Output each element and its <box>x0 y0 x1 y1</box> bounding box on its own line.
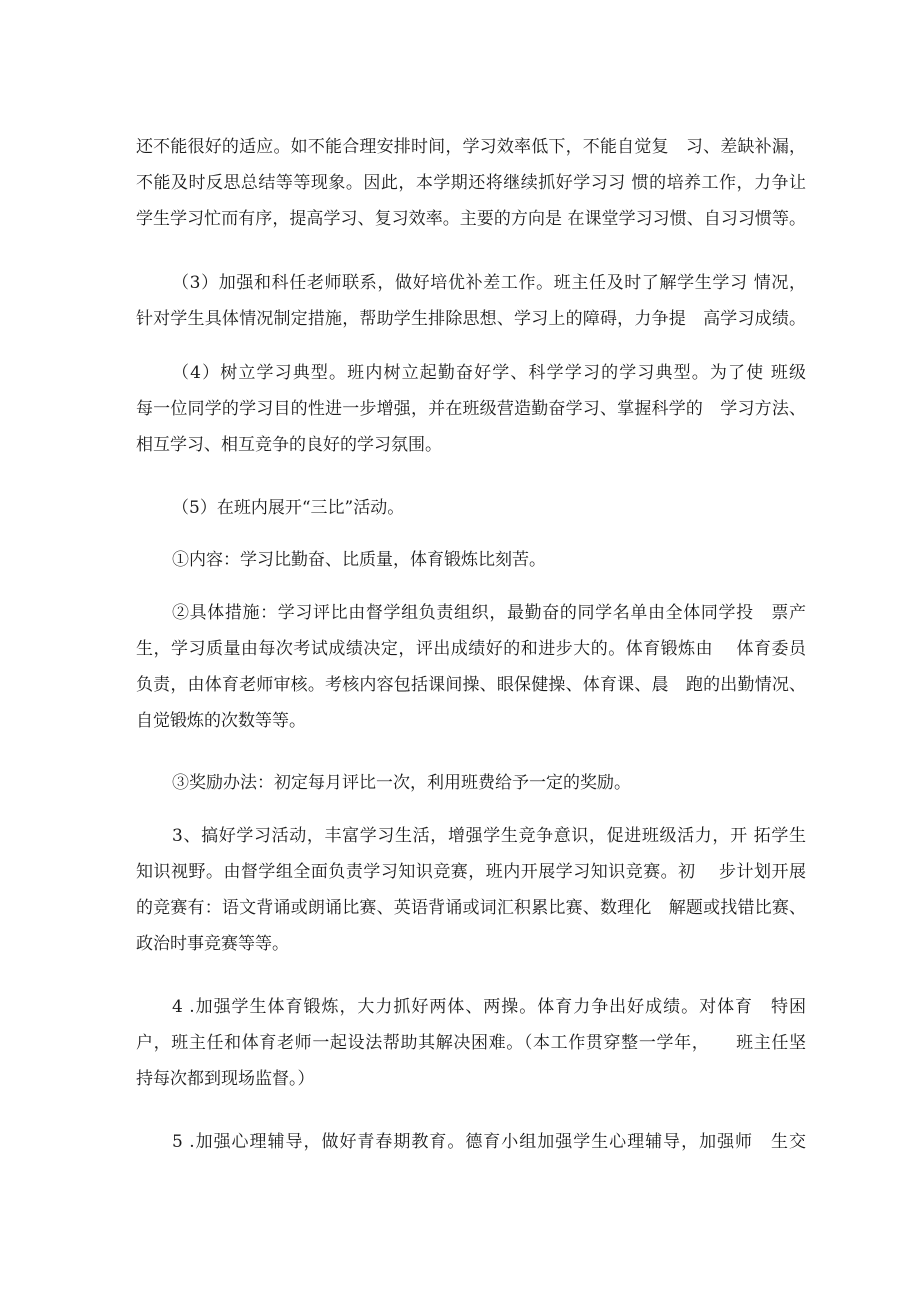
text-line: 4 .加强学生体育锻炼，大力抓好两体、两操。体育力争出好成绩。对体育 特困 <box>172 997 806 1017</box>
text-line: （5）在班内展开“三比”活动。 <box>172 498 405 518</box>
text-line: 还不能很好的适应。如不能合理安排时间，学习效率低下，不能自觉复 习、差缺补漏， <box>136 137 806 157</box>
paragraph-item-5-counseling <box>136 1124 806 1160</box>
text-line: 知识视野。由督学组全面负责学习知识竞赛，班内开展学习知识竞赛。初 步计划开展 <box>136 862 806 882</box>
text-line: （3）加强和科任老师联系，做好培优补差工作。班主任及时了解学生学习 情况， <box>172 273 806 293</box>
text-line: 学生学习忙而有序，提高学习、复习效率。主要的方向是 在课堂学习习惯、自习习惯等。 <box>136 209 806 229</box>
paragraph-item-3-activities <box>136 818 806 962</box>
text-line: ③奖励办法：初定每月评比一次，利用班费给予一定的奖励。 <box>172 773 631 793</box>
text-line: 3、搞好学习活动，丰富学习生活，增强学生竞争意识，促进班级活力，开 拓学生 <box>172 826 806 846</box>
paragraph-study-habits <box>136 129 806 237</box>
text-line: 户，班主任和体育老师一起设法帮助其解决困难。（本工作贯穿整一学年， 班主任坚 <box>136 1033 806 1053</box>
text-line: 相互学习、相互竞争的良好的学习氛围。 <box>136 435 442 455</box>
text-line: 针对学生具体情况制定措施，帮助学生排除思想、学习上的障碍，力争提 高学习成绩。 <box>136 309 806 329</box>
paragraph-item-4-sports <box>136 989 806 1097</box>
text-line: 持每次都到现场监督。） <box>136 1069 315 1089</box>
paragraph-rewards <box>136 765 806 801</box>
paragraph-measures <box>136 595 806 739</box>
text-line: 不能及时反思总结等等现象。因此，本学期还将继续抓好学习习 惯的培养工作，力争让 <box>136 173 806 193</box>
text-line: 负责，由体育老师审核。考核内容包括课间操、眼保健操、体育课、晨 跑的出勤情况、 <box>136 675 806 695</box>
text-line: ②具体措施：学习评比由督学组负责组织，最勤奋的同学名单由全体同学投 票产 <box>172 603 806 623</box>
paragraph-item-3 <box>136 265 806 337</box>
paragraph-item-5 <box>136 490 806 526</box>
text-line: 的竞赛有：语文背诵或朗诵比赛、英语背诵或词汇积累比赛、数理化 解题或找错比赛、 <box>136 898 806 918</box>
text-line: ①内容：学习比勤奋、比质量，体育锻炼比刻苦。 <box>172 550 546 570</box>
paragraph-item-4 <box>136 355 806 463</box>
text-line: 自觉锻炼的次数等等。 <box>136 711 306 731</box>
text-line: 生，学习质量由每次考试成绩决定，评出成绩好的和进步大的。体育锻炼由 体育委员 <box>136 639 806 659</box>
text-line: 每一位同学的学习目的性进一步增强，并在班级营造勤奋学习、掌握科学的 学习方法、 <box>136 399 806 419</box>
text-line: （4）树立学习典型。班内树立起勤奋好学、科学学习的学习典型。为了使 班级 <box>172 363 806 383</box>
text-line: 政治时事竞赛等等。 <box>136 934 289 954</box>
paragraph-content <box>136 542 806 578</box>
text-line: 5 .加强心理辅导，做好青春期教育。德育小组加强学生心理辅导，加强师 生交 <box>172 1132 806 1152</box>
